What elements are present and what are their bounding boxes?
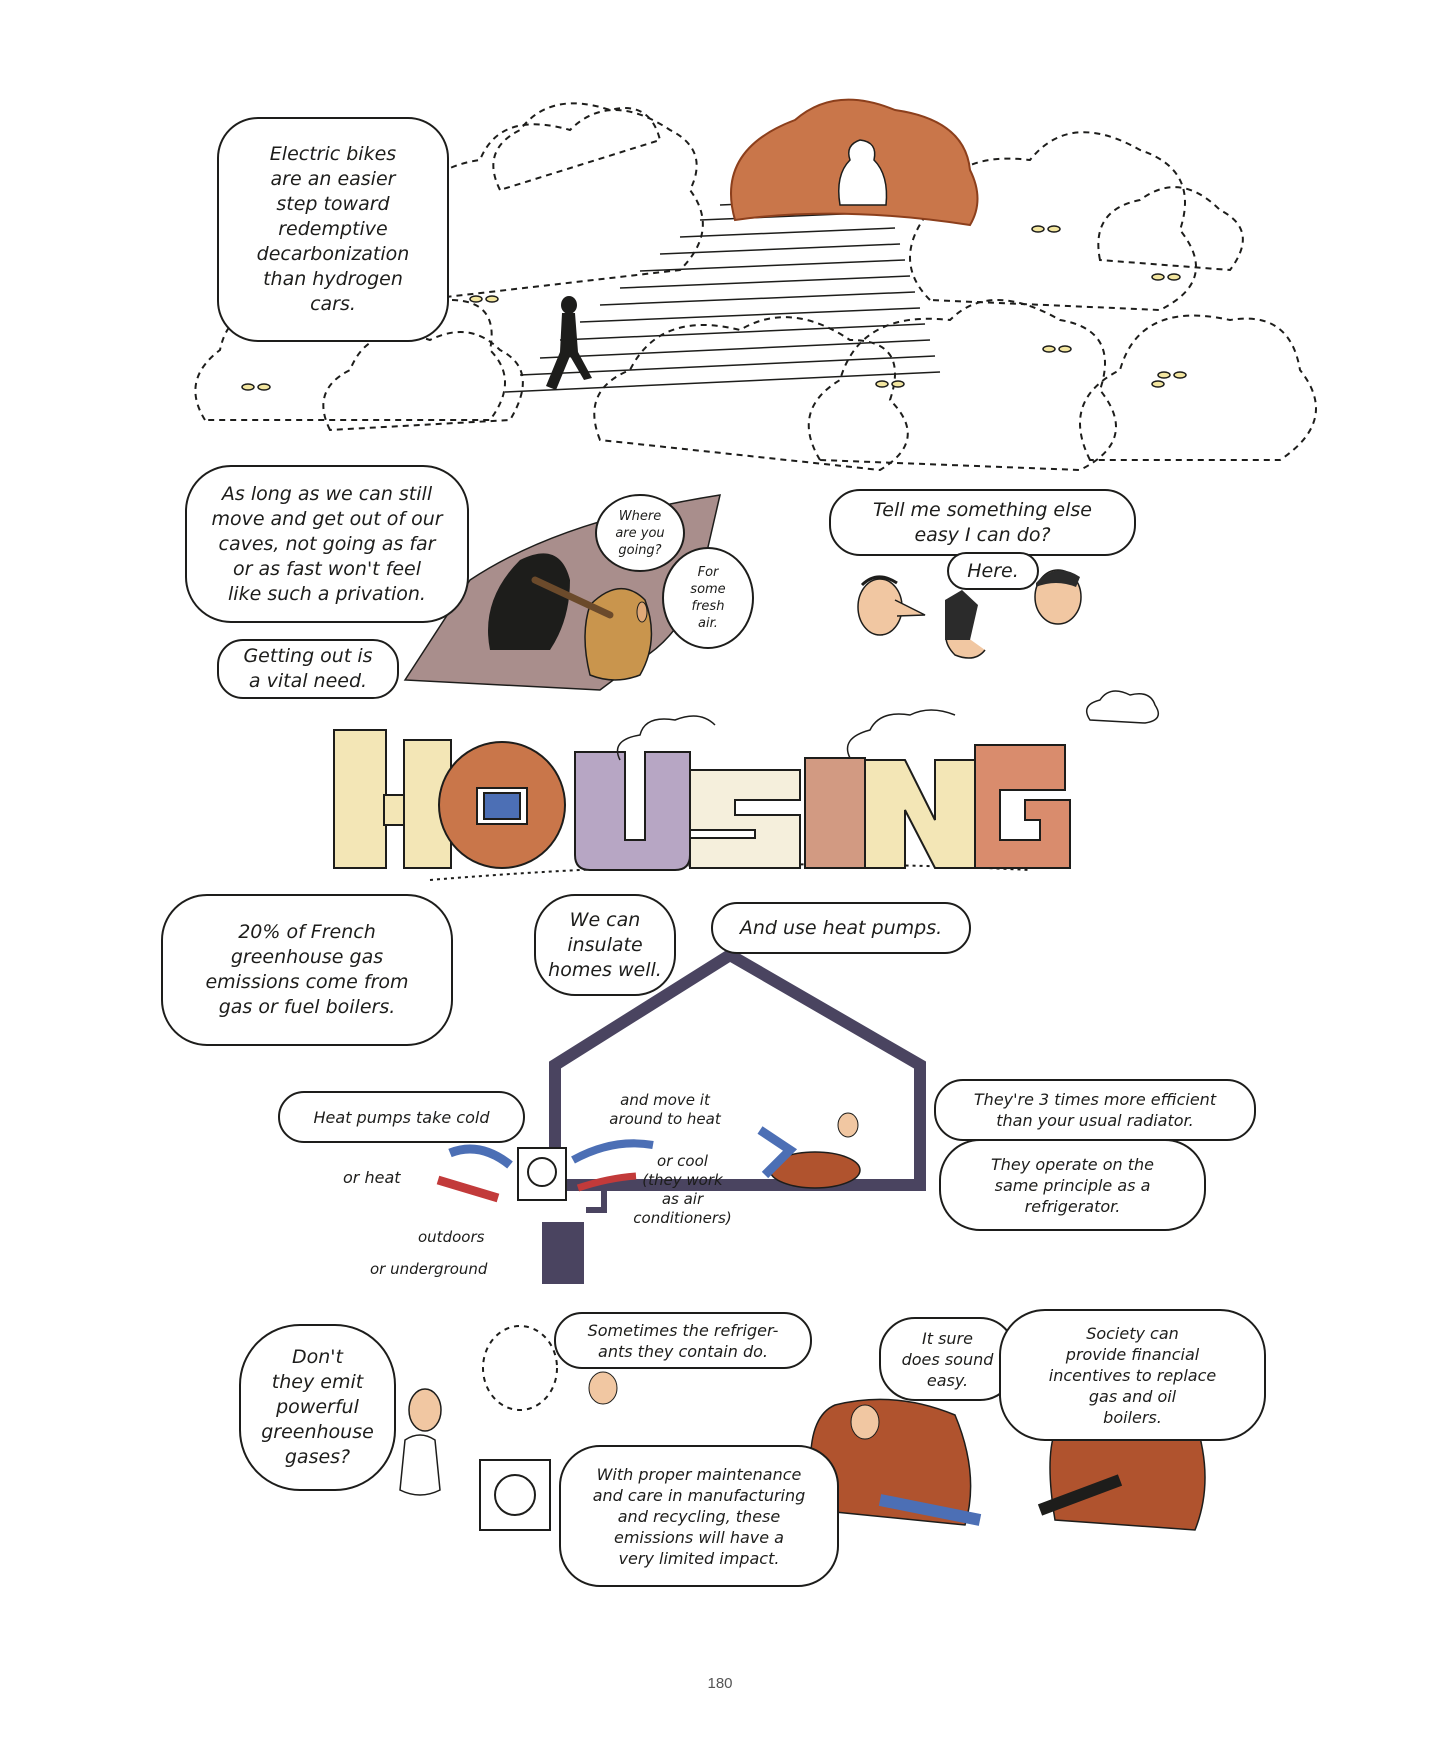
speech-bubble-greenhouse-question: Don't they emit powerful greenhouse gases? bbox=[261, 1346, 374, 1468]
label-or-cool: or cool (they work as air conditioners) bbox=[633, 1152, 732, 1227]
speech-bubble-refrigerator: They operate on the same principle as a refrigerator. bbox=[991, 1154, 1154, 1216]
red-arrow-out bbox=[438, 1180, 498, 1198]
speech-bubble-here: Here. bbox=[967, 559, 1019, 582]
speech-bubble-insulate: We can insulate homes well. bbox=[548, 908, 662, 981]
housing-title-art bbox=[334, 710, 1070, 880]
label-or-heat: or heat bbox=[343, 1168, 401, 1187]
outdoor-unit bbox=[518, 1148, 566, 1200]
speech-bubble-tell-me: Tell me something else easy I can do? bbox=[873, 498, 1092, 546]
speech-bubble-maintenance: With proper maintenance and care in manufacturing and recycling, these emissions will have a very limited impact. bbox=[592, 1464, 806, 1568]
speech-bubble-sounds-easy: It sure does sound easy. bbox=[901, 1328, 994, 1390]
label-take-cold: Heat pumps take cold bbox=[313, 1107, 490, 1127]
reclining-man bbox=[760, 1113, 860, 1188]
speech-bubble-refrigerants: Sometimes the refriger- ants they contain do. bbox=[587, 1320, 779, 1361]
label-move-it: and move it around to heat bbox=[609, 1091, 721, 1128]
page-number: 180 bbox=[707, 1675, 733, 1692]
blue-arrow-out bbox=[450, 1149, 510, 1165]
speech-bubble-where-going: Where are you going? bbox=[615, 508, 665, 558]
outdoor-unit-small bbox=[480, 1460, 550, 1530]
pipe-line bbox=[586, 1190, 604, 1210]
speech-bubble-fresh-air: For some fresh air. bbox=[690, 565, 726, 631]
phone-icon bbox=[945, 590, 978, 640]
narration-caves: As long as we can still move and get out of our caves, not going as far or as fast won't feel like such a privation. bbox=[211, 482, 443, 605]
small-head bbox=[589, 1372, 617, 1404]
speech-bubble-efficient: They're 3 times more efficient than your usual radiator. bbox=[973, 1090, 1217, 1130]
caption-vital-need: Getting out is a vital need. bbox=[243, 645, 373, 692]
speech-bubble-society: Society can provide financial incentives to replace gas and oil boilers. bbox=[1048, 1323, 1217, 1427]
ground-unit bbox=[542, 1222, 584, 1284]
questioning-man bbox=[400, 1389, 441, 1495]
refrigerator-thought bbox=[483, 1326, 557, 1410]
label-underground: or underground bbox=[370, 1260, 488, 1278]
speech-bubble-heat-pumps: And use heat pumps. bbox=[739, 916, 943, 939]
stairway bbox=[505, 198, 940, 392]
label-outdoors: outdoors bbox=[418, 1228, 485, 1246]
climbing-man bbox=[546, 296, 592, 390]
speech-bubble-electric-bikes: Electric bikes are an easier step toward redemptive decarbonization than hydrogen cars. bbox=[256, 143, 410, 315]
cloud-puff bbox=[1087, 691, 1159, 723]
narration-french-emissions: 20% of French greenhouse gas emissions come from gas or fuel boilers. bbox=[205, 921, 409, 1018]
